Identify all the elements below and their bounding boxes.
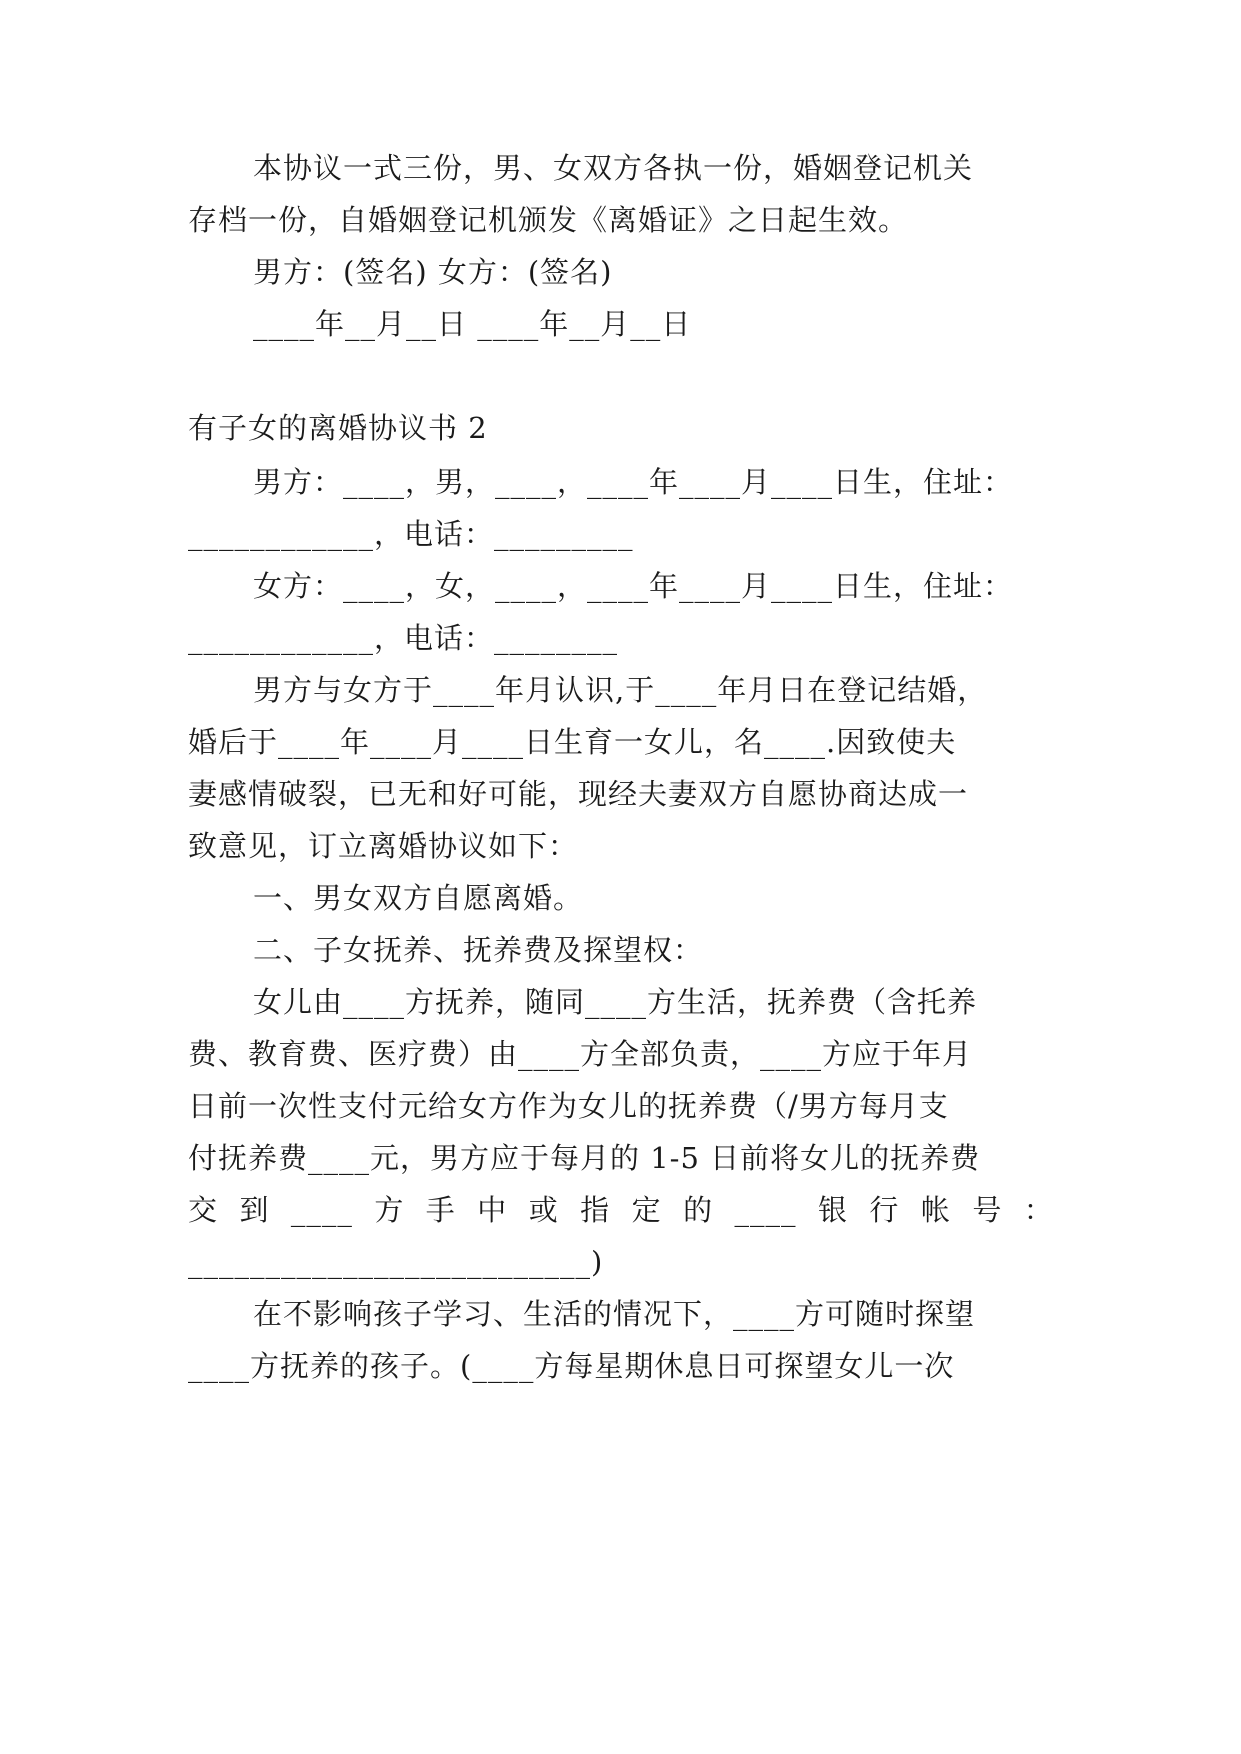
- paragraph-line: 男方：____，男，____，____年____月____日生，住址：: [253, 465, 1014, 499]
- paragraph-line: ____________，电话：_________: [188, 517, 634, 551]
- char: 到: [239, 1193, 270, 1227]
- clause-heading: 二、子女抚养、抚养费及探望权：: [253, 933, 704, 967]
- justified-paragraph-line: [188, 1190, 1054, 1230]
- paragraph-line: __________________________): [188, 1245, 604, 1279]
- char: 的: [683, 1193, 714, 1227]
- section-title: 有子女的离婚协议书 2: [188, 411, 488, 445]
- paragraph-line: 妻感情破裂，已无和好可能，现经夫妻双方自愿协商达成一: [188, 777, 969, 811]
- char: 行: [869, 1193, 900, 1227]
- char: 交: [188, 1193, 219, 1227]
- paragraph-line: 女儿由____方抚养，随同____方生活，抚养费（含托养: [253, 985, 978, 1019]
- signature-line: 男方：(签名) 女方：(签名): [253, 255, 613, 289]
- char: 银: [817, 1193, 848, 1227]
- clause-heading: 一、男女双方自愿离婚。: [253, 881, 584, 915]
- char: 号: [972, 1193, 1003, 1227]
- paragraph-line: 付抚养费____元，男方应于每月的 1-5 日前将女儿的抚养费: [188, 1141, 981, 1175]
- char: 指: [580, 1193, 611, 1227]
- char: 手: [425, 1193, 456, 1227]
- paragraph-line: 致意见，订立离婚协议如下：: [188, 829, 579, 863]
- paragraph-line: 婚后于____年____月____日生育一女儿，名____.因致使夫: [188, 725, 957, 759]
- paragraph-line: 男方与女方于____年月认识,于____年月日在登记结婚，: [253, 673, 988, 707]
- paragraph-line: ____方抚养的孩子。(____方每星期休息日可探望女儿一次: [188, 1349, 955, 1383]
- paragraph-line: 费、教育费、医疗费）由____方全部负责，____方应于年月: [188, 1037, 973, 1071]
- paragraph-line: ____________，电话：________: [188, 621, 619, 655]
- blank: ____: [290, 1193, 353, 1227]
- paragraph-line: 在不影响孩子学习、生活的情况下，____方可随时探望: [253, 1297, 976, 1331]
- paragraph-line: 女方：____，女，____，____年____月____日生，住址：: [253, 569, 1014, 603]
- char: 定: [631, 1193, 662, 1227]
- paragraph-line: 日前一次性支付元给女方作为女儿的抚养费（/男方每月支: [188, 1089, 949, 1123]
- paragraph-line: 存档一份，自婚姻登记机颁发《离婚证》之日起生效。: [188, 203, 909, 237]
- date-line: ____年__月__日 ____年__月__日: [253, 307, 692, 341]
- blank: ____: [734, 1193, 797, 1227]
- char: 中: [477, 1193, 508, 1227]
- char: 帐: [920, 1193, 951, 1227]
- char: ：: [1023, 1193, 1054, 1227]
- char: 或: [528, 1193, 559, 1227]
- paragraph-line: 本协议一式三份，男、女双方各执一份，婚姻登记机关: [253, 151, 974, 185]
- char: 方: [374, 1193, 405, 1227]
